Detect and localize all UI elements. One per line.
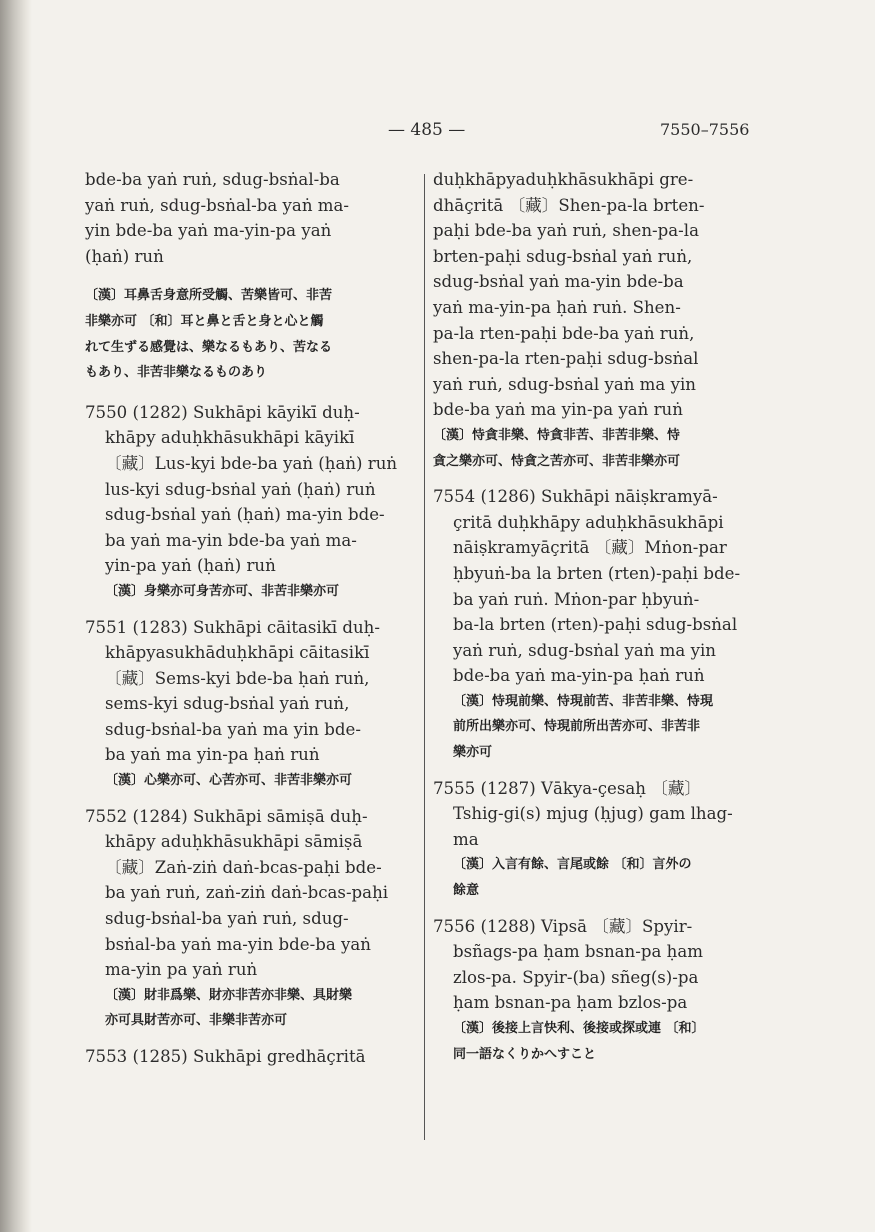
column-divider — [424, 174, 425, 1140]
text-line: khāpy aduḥkhāsukhāpi sāmiṣā — [105, 832, 363, 852]
cjk-gloss-line: 〔漢〕身樂亦可身苦亦可、非苦非樂亦可 — [105, 583, 340, 599]
text-line: çritā duḥkhāpy aduḥkhāsukhāpi — [453, 512, 724, 532]
text-line: bsñags-pa ḥam bsnan-pa ḥam — [453, 942, 703, 962]
text-line: nāiṣkramyāçritā 〔藏〕Mṅon-par — [453, 538, 727, 558]
text-line: 7552 (1284) Sukhāpi sāmiṣā duḥ- — [85, 806, 368, 826]
text-line: pa-la rten-paḥi bde-ba yaṅ ruṅ, — [433, 323, 695, 343]
text-line: yin bde-ba yaṅ ma-yin-pa yaṅ — [85, 221, 332, 241]
text-line: ba-la brten (rten)-paḥi sdug-bsṅal — [453, 615, 738, 635]
text-line: ḥam bsnan-pa ḥam bzlos-pa — [453, 993, 688, 1013]
text-line: bsṅal-ba yaṅ ma-yin bde-ba yaṅ — [105, 934, 371, 954]
cjk-gloss-line: 同一語なくりかへすこと — [453, 1046, 597, 1062]
text-line: ma — [453, 829, 479, 849]
text-line: 7553 (1285) Sukhāpi gredhāçritā — [85, 1047, 366, 1066]
text-line: ba yaṅ ma-yin bde-ba yaṅ ma- — [105, 530, 357, 550]
text-line: shen-pa-la rten-paḥi sdug-bsṅal — [433, 349, 699, 369]
text-line: zlos-pa. Spyir-(ba) sñeg(s)-pa — [453, 967, 699, 987]
cjk-gloss-line: 〔漢〕財非爲樂、財亦非苦亦非樂、具財樂 — [105, 987, 353, 1003]
text-line: 7550 (1282) Sukhāpi kāyikī duḥ- — [85, 402, 360, 422]
text-line: ma-yin pa yaṅ ruṅ — [105, 960, 258, 980]
text-line: yaṅ ma-yin-pa ḥaṅ ruṅ. Shen- — [433, 297, 681, 317]
text-line: khāpyasukhāduḥkhāpi cāitasikī — [105, 643, 370, 663]
text-line: dhāçritā 〔藏〕Shen-pa-la brten- — [433, 195, 705, 215]
text-line: yin-pa yaṅ (ḥaṅ) ruṅ — [105, 556, 276, 576]
text-line: bde-ba yaṅ ma-yin-pa ḥaṅ ruṅ — [453, 666, 705, 686]
text-line: (ḥaṅ) ruṅ — [85, 246, 164, 266]
text-line: sems-kyi sdug-bsṅal yaṅ ruṅ, — [105, 694, 350, 714]
book-binding-shadow — [0, 0, 32, 1232]
text-line: ḥbyuṅ-ba la brten (rten)-paḥi bde- — [453, 563, 741, 583]
text-line: sdug-bsṅal yaṅ ma-yin bde-ba — [433, 272, 684, 292]
spacer — [85, 386, 415, 400]
text-line: 7556 (1288) Vipsā 〔藏〕Spyir- — [433, 916, 693, 936]
spacer — [433, 904, 763, 914]
spacer — [85, 269, 415, 283]
spacer — [433, 766, 763, 776]
text-line: Tshig-gi(s) mjug (ḥjug) gam lhag- — [453, 804, 733, 824]
cjk-gloss-line: 〔漢〕入言有餘、言尾或餘 〔和〕言外の — [453, 857, 692, 873]
left-column — [85, 167, 415, 1070]
page-number: — 485 — — [388, 120, 466, 140]
spacer — [85, 605, 415, 615]
text-line: ba yaṅ ruṅ. Mṅon-par ḥbyuṅ- — [453, 589, 700, 609]
text-line: 7554 (1286) Sukhāpi nāiṣkramyā- — [433, 487, 718, 507]
spacer — [85, 794, 415, 804]
cjk-gloss-line: 非樂亦可 〔和〕耳と鼻と舌と身と心と觸 — [85, 313, 324, 329]
cjk-gloss-line: れて生ずる感覺は、樂なるもあり、苦なる — [85, 339, 333, 355]
text-line: 7551 (1283) Sukhāpi cāitasikī duḥ- — [85, 617, 380, 637]
text-line: duḥkhāpyaduḥkhāsukhāpi gre- — [433, 170, 694, 189]
cjk-gloss-line: 〔漢〕恃貪非樂、恃貪非苦、非苦非樂、恃 — [433, 427, 681, 443]
text-line: bde-ba yaṅ ma yin-pa yaṅ ruṅ — [433, 400, 683, 420]
cjk-gloss-line: 前所出樂亦可、恃現前所出苦亦可、非苦非 — [453, 719, 701, 735]
text-line: ba yaṅ ma yin-pa ḥaṅ ruṅ — [105, 745, 320, 765]
text-line: ba yaṅ ruṅ, zaṅ-ziṅ daṅ-bcas-paḥi — [105, 883, 389, 903]
text-line: yaṅ ruṅ, sdug-bsṅal-ba yaṅ ma- — [85, 195, 350, 215]
text-line: khāpy aduḥkhāsukhāpi kāyikī — [105, 428, 355, 448]
entry-range: 7550–7556 — [660, 120, 750, 139]
text-line: 〔藏〕Lus-kyi bde-ba yaṅ (ḥaṅ) ruṅ — [105, 453, 398, 473]
cjk-gloss-line: 〔漢〕耳鼻舌身意所受觸、苦樂皆可、非苦 — [85, 288, 333, 304]
right-column — [433, 167, 763, 1067]
cjk-gloss-line: 樂亦可 — [453, 745, 493, 761]
cjk-gloss-line: 餘意 — [453, 883, 480, 899]
text-line: yaṅ ruṅ, sdug-bsṅal yaṅ ma yin — [453, 640, 716, 660]
spacer — [433, 474, 763, 484]
page-header — [0, 120, 875, 140]
text-line: sdug-bsṅal-ba yaṅ ma yin bde- — [105, 719, 361, 739]
spacer — [85, 1034, 415, 1044]
cjk-gloss-line: 亦可具財苦亦可、非樂非苦亦可 — [105, 1013, 288, 1029]
text-line: 〔藏〕Zaṅ-ziṅ daṅ-bcas-paḥi bde- — [105, 857, 382, 877]
text-line: sdug-bsṅal yaṅ (ḥaṅ) ma-yin bde- — [105, 505, 385, 525]
text-line: bde-ba yaṅ ruṅ, sdug-bsṅal-ba — [85, 170, 340, 189]
cjk-gloss-line: 貪之樂亦可、恃貪之苦亦可、非苦非樂亦可 — [433, 453, 681, 469]
text-line: 〔藏〕Sems-kyi bde-ba ḥaṅ ruṅ, — [105, 668, 370, 688]
text-line: paḥi bde-ba yaṅ ruṅ, shen-pa-la — [433, 221, 699, 241]
text-line: lus-kyi sdug-bsṅal yaṅ (ḥaṅ) ruṅ — [105, 479, 376, 499]
cjk-gloss-line: もあり、非苦非樂なるものあり — [85, 365, 268, 381]
cjk-gloss-line: 〔漢〕恃現前樂、恃現前苦、非苦非樂、恃現 — [453, 693, 714, 709]
cjk-gloss-line: 〔漢〕後接上言快利、後接或探或連 〔和〕 — [453, 1021, 705, 1036]
text-line: 7555 (1287) Vākya-çesaḥ 〔藏〕 — [433, 778, 702, 798]
text-line: yaṅ ruṅ, sdug-bsṅal yaṅ ma yin — [433, 374, 696, 394]
cjk-gloss-line: 〔漢〕心樂亦可、心苦亦可、非苦非樂亦可 — [105, 773, 353, 789]
text-line: brten-paḥi sdug-bsṅal yaṅ ruṅ, — [433, 246, 693, 266]
text-line: sdug-bsṅal-ba yaṅ ruṅ, sdug- — [105, 909, 349, 929]
